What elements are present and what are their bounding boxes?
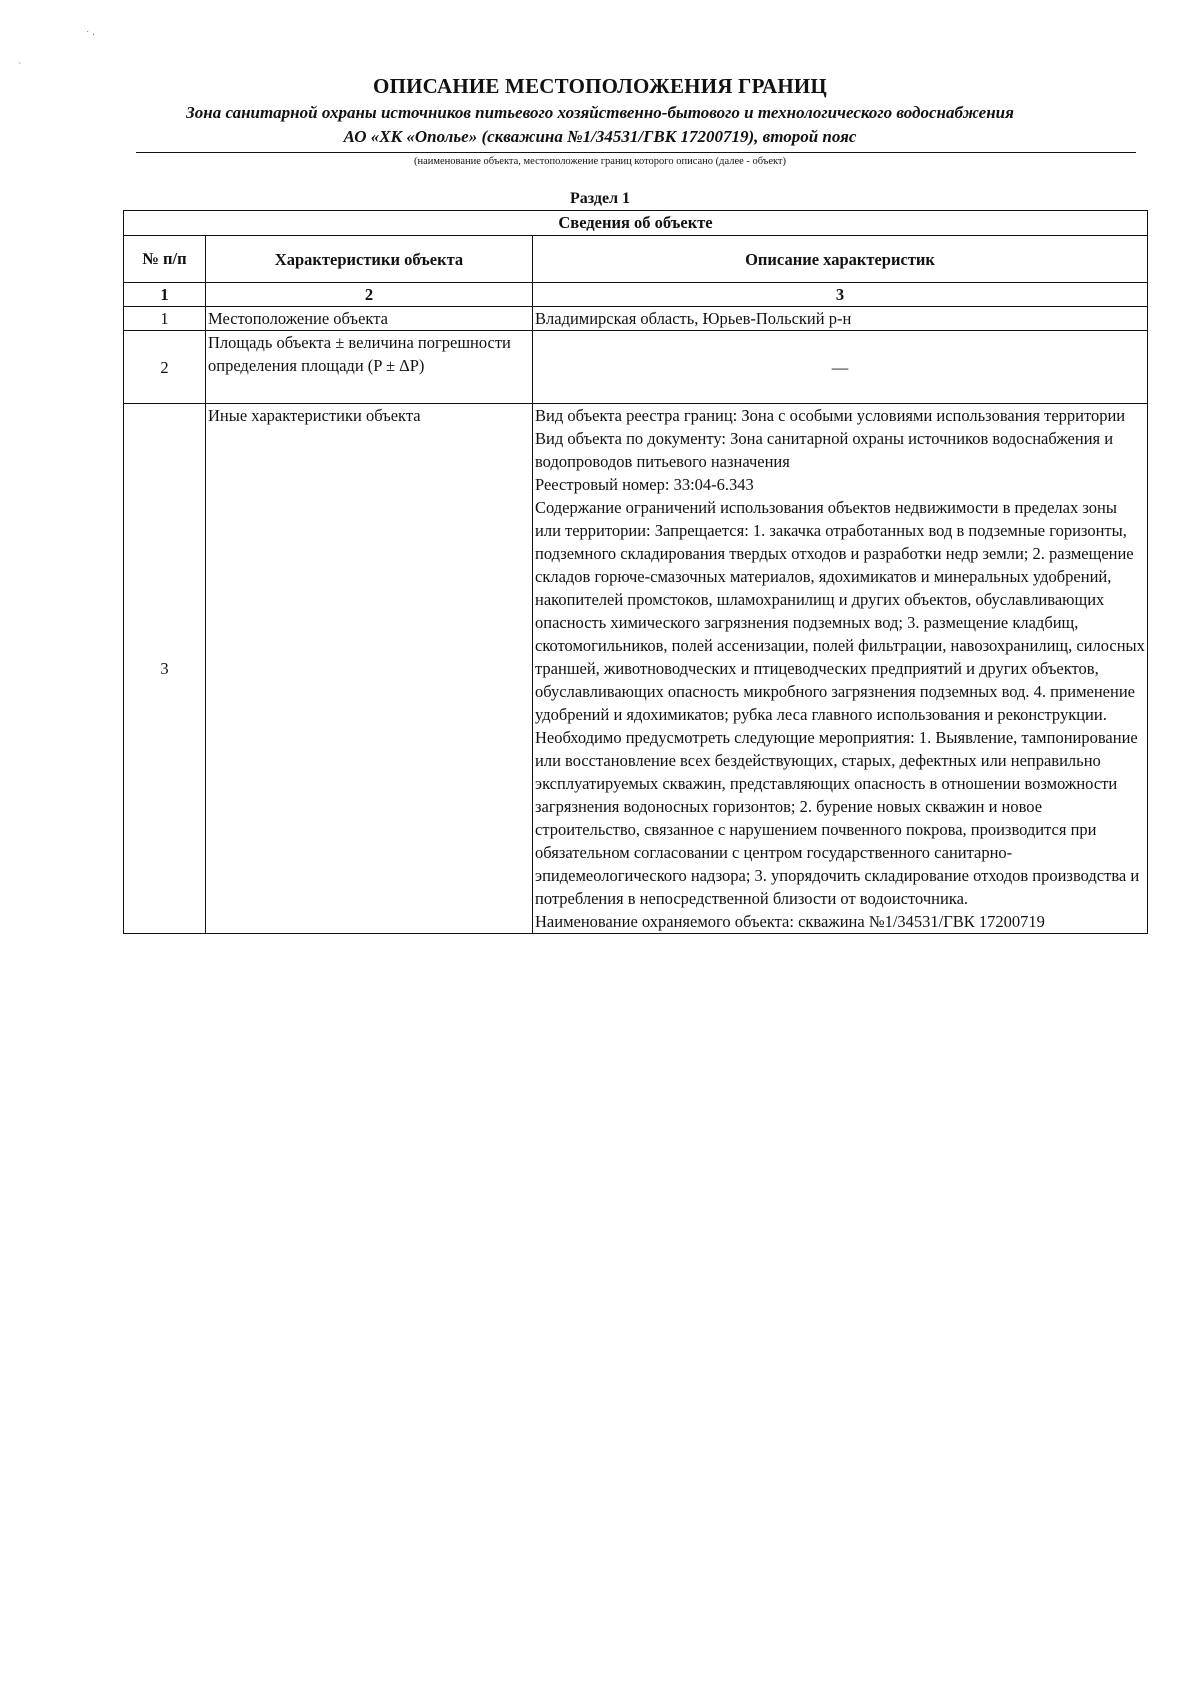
column-numbers-row	[124, 283, 1148, 307]
object-name-line-2: АО «ХК «Ополье» (скважина №1/34531/ГВК 17200719), второй пояс	[343, 127, 857, 146]
column-number: 1	[124, 283, 206, 307]
table-row	[124, 331, 1148, 404]
column-header-characteristic: Характеристики объекта	[206, 236, 533, 283]
row-number: 2	[124, 331, 206, 404]
document-title: ОПИСАНИЕ МЕСТОПОЛОЖЕНИЯ ГРАНИЦ	[373, 74, 827, 98]
scan-speck: ˙ ·	[86, 30, 96, 41]
description-registry-number: Реестровый номер: 33:04-6.343	[535, 475, 754, 494]
description-registry-type: Вид объекта реестра границ: Зона с особыми условиями использования территории	[535, 406, 1126, 425]
column-number: 3	[533, 283, 1148, 307]
table-row	[124, 307, 1148, 331]
section-title: Раздел 1	[569, 190, 631, 207]
object-info-table	[123, 210, 1148, 934]
row-characteristic: Площадь объекта ± величина погрешности определения площади (P ± ΔP)	[206, 331, 533, 404]
row-description	[533, 404, 1148, 934]
object-name-line-1: Зона санитарной охраны источников питьевого хозяйственно-бытового и технологического водоснабжения	[186, 103, 1014, 122]
description-protected-object: Наименование охраняемого объекта: скважина №1/34531/ГВК 17200719	[535, 912, 1045, 931]
row-number: 3	[124, 404, 206, 934]
object-name-caption: (наименование объекта, местоположение границ которого описано (далее - объект)	[413, 156, 787, 167]
table-banner: Сведения об объекте	[124, 211, 1148, 236]
row-description: —	[533, 331, 1148, 404]
header-rule	[136, 152, 1136, 153]
column-number: 2	[206, 283, 533, 307]
scan-speck: ˋ	[18, 62, 22, 73]
row-number: 1	[124, 307, 206, 331]
description-restrictions: Содержание ограничений использования объектов недвижимости в пределах зоны или территории: Запрещается: 1. закачка отработанных вод в подземные горизонты, подземного складирования твердых отходов и разработки недр земли; 2. размещение складов горюче-смазочных материалов, ядохимикатов и минеральных удобрений, накопителей промстоков, шламохранилищ и других объектов, обуславливающих опасность химического загрязнения подземных вод; 3. размещение кладбищ, скотомогильников, полей ассенизации, полей фильтрации, навозохранилищ, силосных траншей, животноводческих и птицеводческих предприятий и других объектов, обуславливающих опасность микробного загрязнения подземных вод. 4. применение удобрений и ядохимикатов; рубка леса главного использования и реконструкции. Необходимо предусмотреть следующие мероприятия: 1. Выявление, тампонирование или восстановление всех бездействующих, старых, дефектных или неправильно эксплуатируемых скважин, представляющих опасность в отношении возможности загрязнения водоносных горизонтов; 2. бурение новых скважин и новое строительство, связанное с нарушением почвенного покрова, производится при обязательном согласовании с центром государственного санитарно-эпидемеологического надзора; 3. упорядочить складирование отходов производства и потребления в непосредственной близости от водоисточника.	[535, 498, 1145, 908]
column-header-num-label: № п/п	[142, 249, 187, 268]
column-header-num	[124, 236, 206, 283]
row-description: Владимирская область, Юрьев-Польский р-н	[533, 307, 1148, 331]
row-characteristic: Иные характеристики объекта	[206, 404, 533, 934]
column-header-description: Описание характеристик	[533, 236, 1148, 283]
table-row	[124, 404, 1148, 934]
row-characteristic: Местоположение объекта	[206, 307, 533, 331]
description-document-type: Вид объекта по документу: Зона санитарной охраны источников водоснабжения и водопроводов питьевого назначения	[535, 429, 1114, 471]
